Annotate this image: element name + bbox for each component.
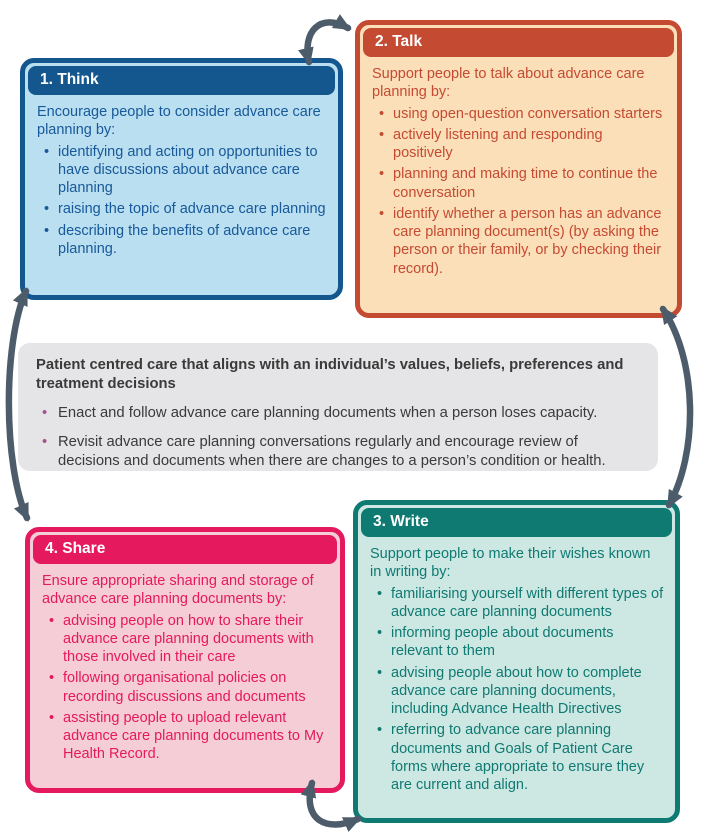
list-item: • identifying and acting on opportunities to have discussions about advance care planning <box>37 143 327 198</box>
list-item: • actively listening and responding positively <box>372 126 666 163</box>
list-item: • advising people about how to complete advance care planning documents, including Advance Health Directives <box>370 664 664 719</box>
talk-header: 2. Talk <box>363 28 674 57</box>
list-item: • planning and making time to continue the conversation <box>372 165 666 202</box>
list-item: • using open-question conversation starters <box>372 105 666 123</box>
arrow-talk-write <box>663 309 690 505</box>
write-bullets <box>370 585 664 795</box>
arrow-think-talk <box>307 22 348 62</box>
share-header: 4. Share <box>33 535 337 564</box>
talk-box <box>355 20 682 318</box>
write-body <box>358 540 675 804</box>
think-intro: Encourage people to consider advance care planning by: <box>37 104 321 139</box>
list-item: • Enact and follow advance care planning documents when a person loses capacity. <box>36 404 640 423</box>
list-item: • describing the benefits of advance care planning. <box>37 222 327 259</box>
think-bullets <box>37 143 327 259</box>
list-item: • informing people about documents relevant to them <box>370 624 664 661</box>
talk-bullets <box>372 105 666 278</box>
list-item: • raising the topic of advance care planning <box>37 200 327 218</box>
write-intro: Support people to make their wishes known in writing by: <box>370 546 651 581</box>
list-item: • advising people on how to share their advance care planning documents with those involved in their care <box>42 612 329 667</box>
list-item: • following organisational policies on recording discussions and documents <box>42 669 329 706</box>
write-header: 3. Write <box>361 508 672 537</box>
share-box <box>25 527 345 793</box>
list-item: • familiarising yourself with different types of advance care planning documents <box>370 585 664 622</box>
list-item: • identify whether a person has an advance care planning document(s) (by asking the person or their family, or by checking their record). <box>372 205 666 278</box>
list-item: • assisting people to upload relevant advance care planning documents to My Health Record. <box>42 709 329 764</box>
list-item: • referring to advance care planning documents and Goals of Patient Care forms where appropriate to ensure they are current and align. <box>370 721 664 794</box>
write-box <box>353 500 680 823</box>
talk-body <box>360 60 677 288</box>
think-body <box>25 98 338 268</box>
list-item: • Revisit advance care planning conversations regularly and encourage review of decisions and documents when there are changes to a person’s condition or health. <box>36 433 640 471</box>
think-box <box>20 58 343 300</box>
talk-intro: Support people to talk about advance care planning by: <box>372 66 645 101</box>
think-header: 1. Think <box>28 66 335 95</box>
share-body <box>30 567 340 774</box>
share-intro: Ensure appropriate sharing and storage of advance care planning documents by: <box>42 573 314 608</box>
share-bullets <box>42 612 329 764</box>
center-bullets <box>36 404 640 471</box>
patient-centred-care-panel <box>18 343 658 471</box>
center-title: Patient centred care that aligns with an individual’s values, beliefs, preferences and treatment decisions <box>36 357 624 393</box>
